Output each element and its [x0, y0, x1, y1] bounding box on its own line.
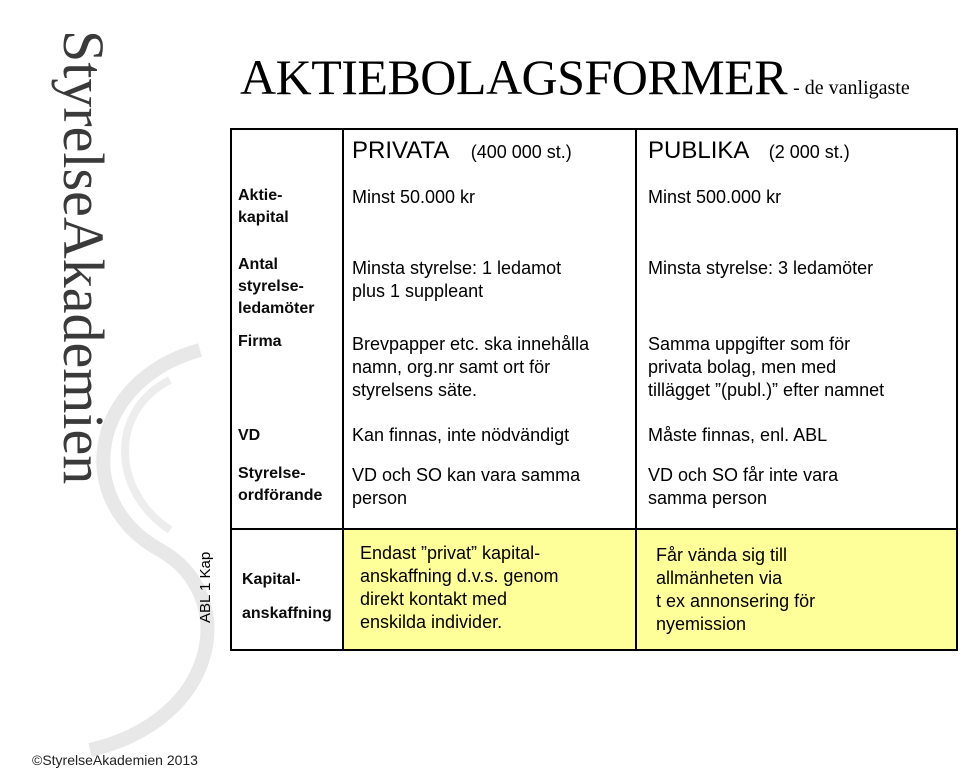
header-publika	[648, 139, 850, 164]
row-label-kapitalanskaffning: Kapital- anskaffning	[242, 571, 332, 622]
brand-swirl-graphic	[50, 340, 240, 760]
column-divider	[342, 130, 344, 649]
page-title	[240, 48, 910, 106]
footer-copyright: ©StyrelseAkademien 2013	[32, 752, 198, 768]
cell-privata-vd: Kan finnas, inte nödvändigt	[352, 425, 570, 445]
row-label-vd: VD	[238, 427, 261, 444]
cell-publika-kapitalanskaffning: Får vända sig till allmänheten via t ex annonsering för nyemission	[656, 545, 816, 634]
title-main: AKTIEBOLAGSFORMER	[240, 49, 788, 105]
header-publika-label: PUBLIKA	[648, 137, 749, 164]
cell-privata-firma: Brevpapper etc. ska innehålla namn, org.nr samt ort för styrelsens säte.	[352, 334, 590, 400]
comparison-table	[230, 128, 958, 651]
cell-publika-aktiekapital: Minst 500.000 kr	[648, 187, 782, 207]
cell-publika-vd: Måste finnas, enl. ABL	[648, 425, 828, 445]
cell-privata-kapitalanskaffning: Endast ”privat” kapital- anskaffning d.v.s. genom direkt kontakt med enskilda individer.	[360, 543, 559, 632]
row-label-firma: Firma	[238, 333, 282, 350]
brand-logo-text: StyrelseAkademien	[51, 30, 116, 485]
cell-privata-styrelseordforande: VD och SO kan vara samma person	[352, 465, 581, 508]
row-label-aktiekapital: Aktie- kapital	[238, 187, 289, 226]
cell-publika-styrelseordforande: VD och SO får inte vara samma person	[648, 465, 839, 508]
row-label-styrelseordforande: Styrelse- ordförande	[238, 465, 323, 504]
side-label-abl: ABL 1 Kap	[197, 551, 214, 623]
header-privata	[352, 139, 572, 164]
cell-privata-styrelseledamoter: Minsta styrelse: 1 ledamot plus 1 suppleant	[352, 258, 562, 301]
cell-publika-styrelseledamoter: Minsta styrelse: 3 ledamöter	[648, 258, 874, 278]
cell-privata-aktiekapital: Minst 50.000 kr	[352, 187, 476, 207]
row-divider	[232, 528, 956, 530]
header-privata-count: (400 000 st.)	[470, 142, 572, 162]
row-label-styrelseledamoter: Antal styrelse- ledamöter	[238, 256, 315, 317]
header-privata-label: PRIVATA	[352, 137, 449, 164]
column-divider	[635, 130, 637, 649]
title-subtitle: - de vanligaste	[793, 77, 910, 99]
cell-publika-firma: Samma uppgifter som för privata bolag, men med tillägget ”(publ.)” efter namnet	[648, 334, 885, 400]
header-publika-count: (2 000 st.)	[768, 142, 850, 162]
